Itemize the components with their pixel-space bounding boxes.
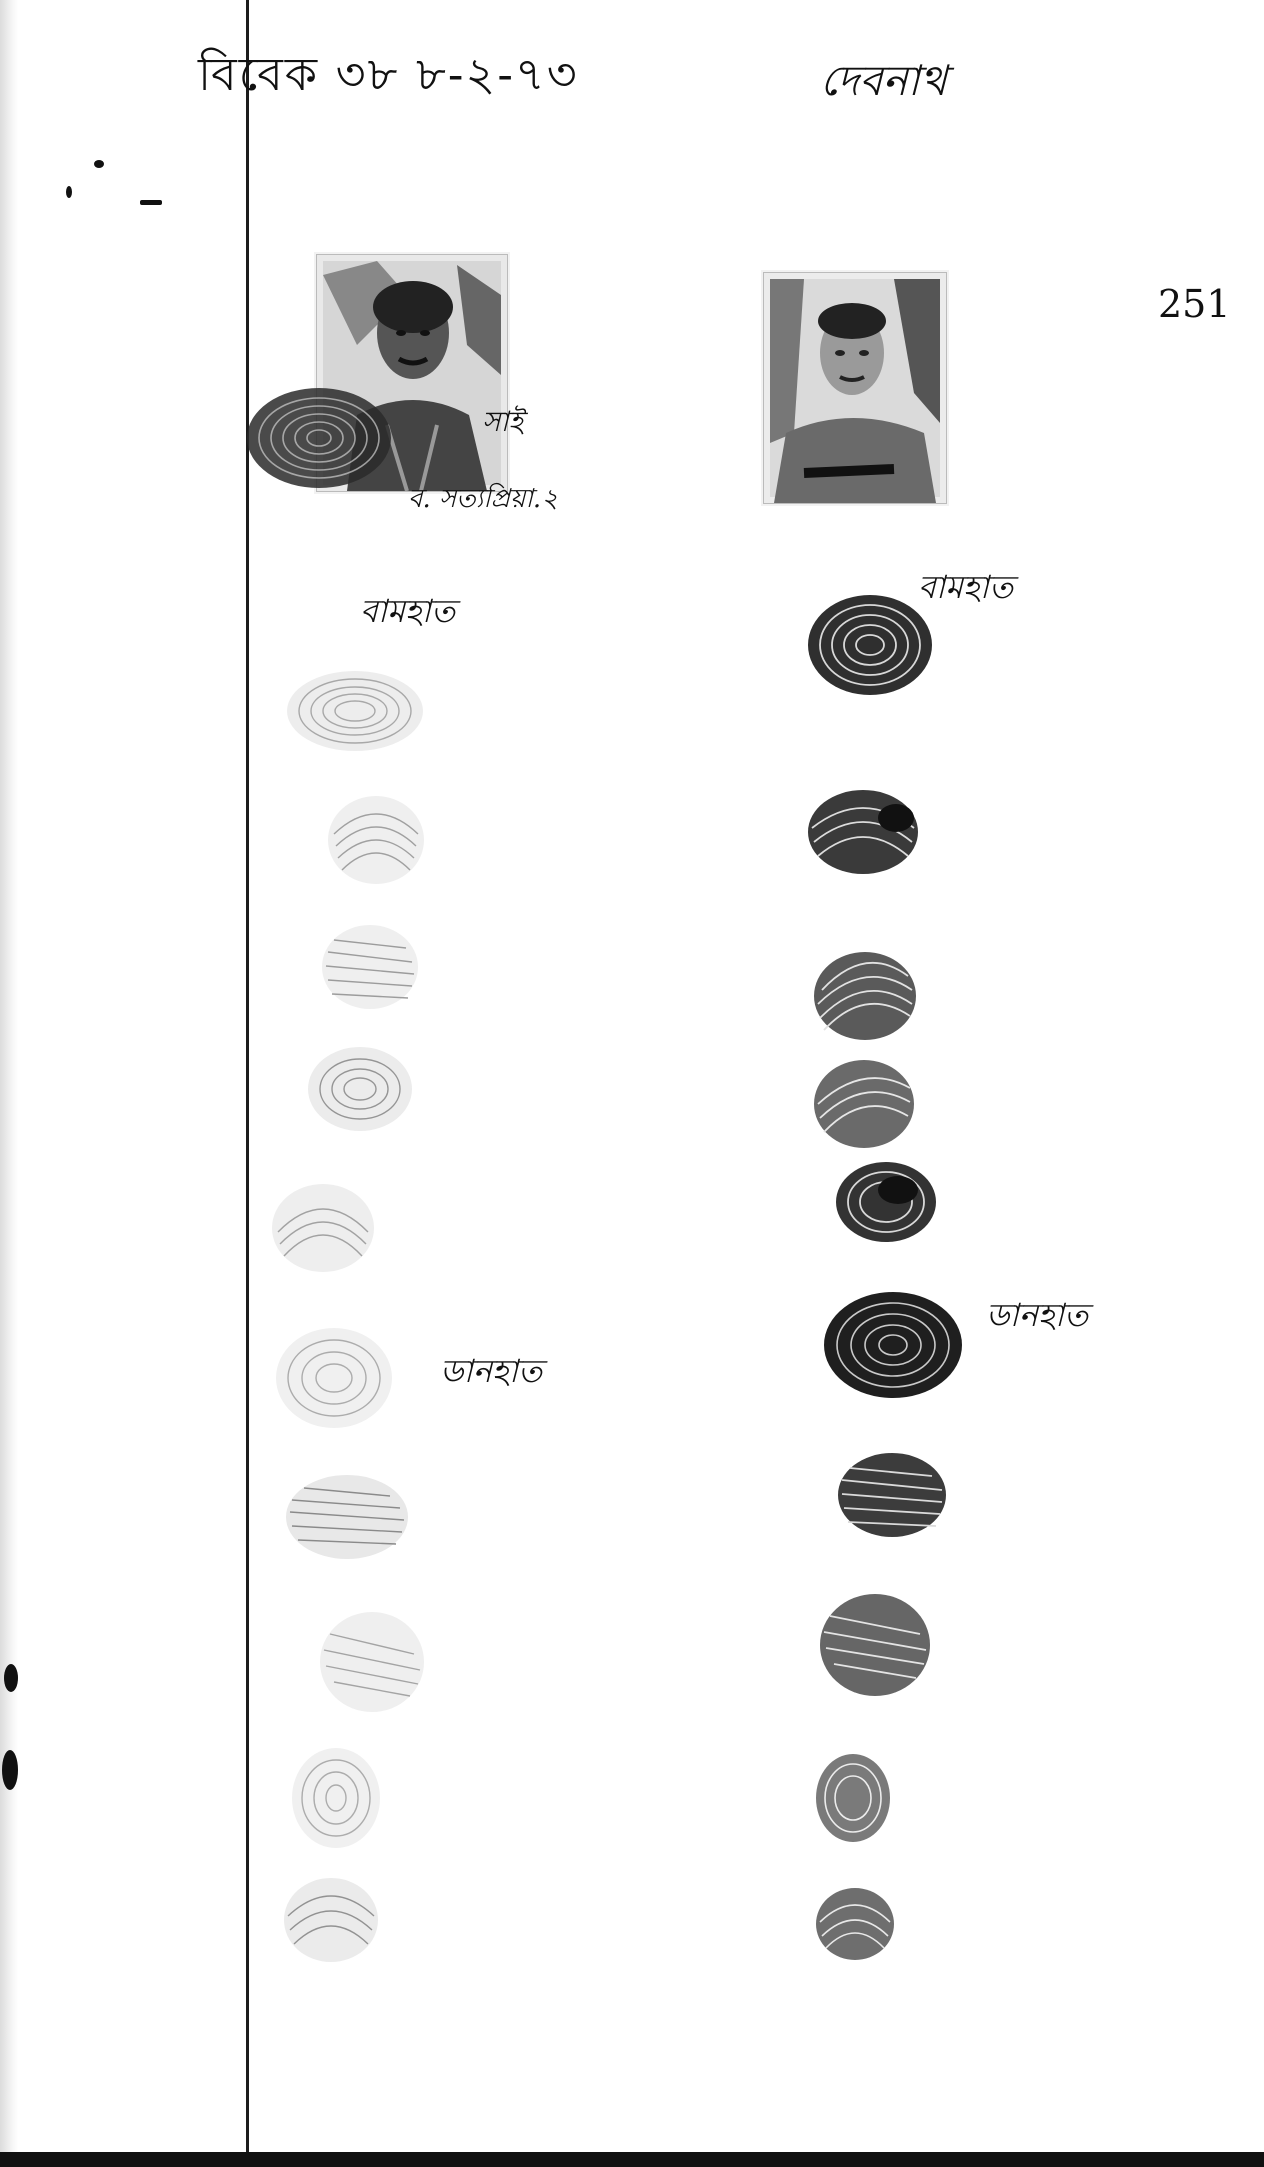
margin-rule bbox=[246, 0, 249, 2167]
fingerprint-right-10 bbox=[814, 1886, 896, 1962]
ink-mark bbox=[4, 1664, 18, 1692]
fingerprint-left-5 bbox=[270, 1182, 376, 1274]
fingerprint-left-1 bbox=[284, 668, 426, 754]
header-date-note: বিবেক ৩৮ ৮-২-৭৩ bbox=[198, 47, 579, 101]
ink-mark bbox=[94, 160, 104, 168]
fingerprint-right-8 bbox=[818, 1592, 932, 1698]
ink-mark bbox=[66, 186, 72, 198]
fingerprint-left-2 bbox=[326, 794, 426, 886]
scan-edge-shadow bbox=[0, 0, 18, 2167]
header-name-note: দেবনাথ bbox=[820, 56, 947, 105]
fingerprint-right-7 bbox=[836, 1450, 948, 1540]
fingerprint-left-9 bbox=[290, 1746, 382, 1850]
photo-signature-left: সাই bbox=[482, 405, 524, 438]
fingerprint-right-1 bbox=[806, 592, 934, 698]
ink-mark bbox=[140, 200, 162, 205]
page-number: 251 bbox=[1158, 282, 1231, 326]
fingerprint-right-6 bbox=[822, 1290, 964, 1400]
fingerprint-right-4 bbox=[812, 1058, 916, 1150]
fingerprint-left-7 bbox=[284, 1472, 410, 1562]
portrait-right-image bbox=[764, 273, 946, 503]
fingerprint-right-2 bbox=[806, 788, 920, 876]
fingerprint-right-5 bbox=[834, 1160, 938, 1244]
fingerprint-left-6 bbox=[274, 1326, 394, 1430]
fingerprint-left-8 bbox=[318, 1610, 426, 1714]
label-right-column-bottom: ডানহাত bbox=[986, 1296, 1089, 1334]
ink-mark bbox=[2, 1750, 18, 1790]
label-right-column-top: বামহাত bbox=[918, 568, 1013, 606]
label-left-hand-top: বামহাত bbox=[360, 592, 455, 630]
photo-caption-left: ব. সত্যপ্রিয়া.২ bbox=[408, 484, 559, 514]
fingerprint-right-9 bbox=[814, 1752, 892, 1844]
fingerprint-left-10 bbox=[282, 1876, 380, 1964]
fingerprint-right-3 bbox=[812, 950, 918, 1042]
photo-right bbox=[763, 272, 947, 504]
fingerprint-photo-overlap bbox=[244, 386, 394, 490]
label-left-hand-bottom: ডানহাত bbox=[440, 1352, 543, 1390]
fingerprint-left-3 bbox=[320, 922, 420, 1012]
scan-bottom-border bbox=[0, 2152, 1264, 2167]
fingerprint-left-4 bbox=[306, 1044, 414, 1134]
